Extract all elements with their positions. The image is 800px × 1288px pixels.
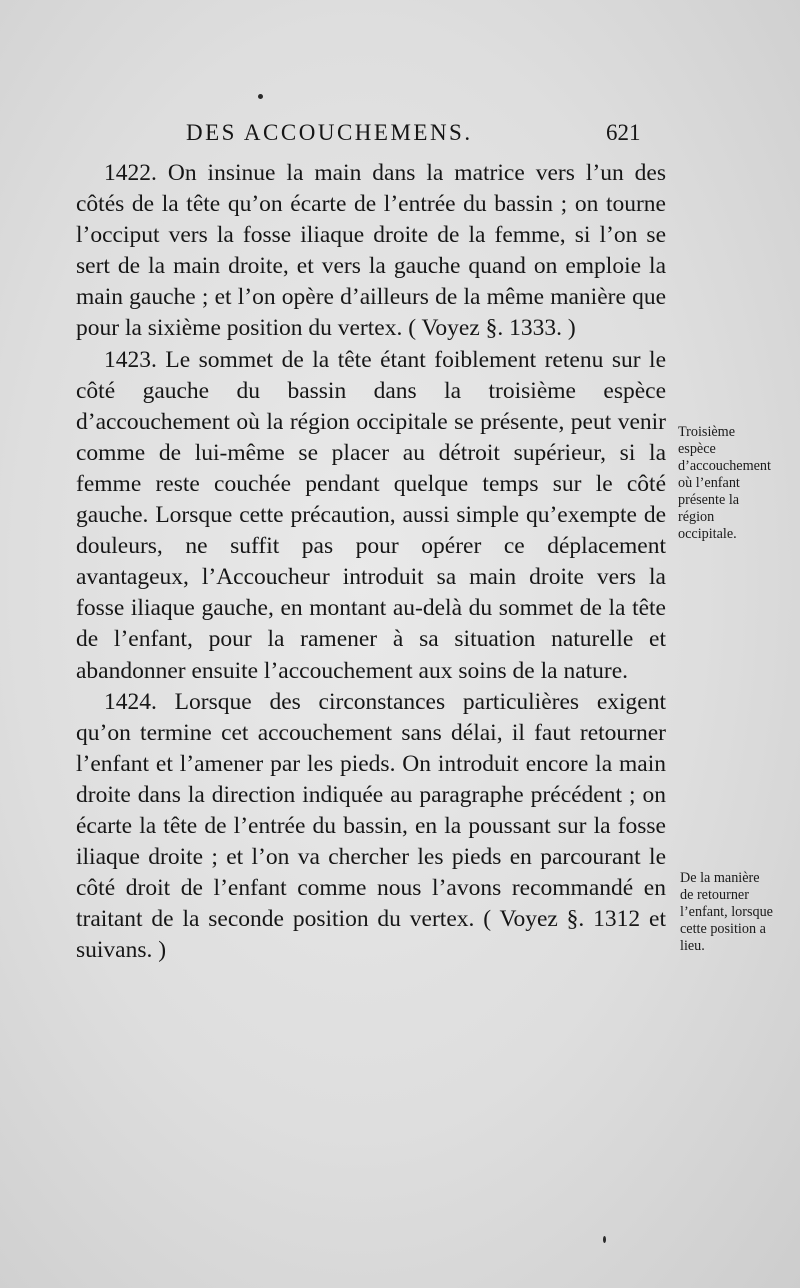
paragraph-number: 1423. [104,346,157,373]
paragraph-text: Le sommet de la tête étant foiblement retenu sur le côté gauche du bassin dans la troisième espèce d’accouchement où la région occipitale se présente, peut venir comme de lui-même se placer au détroit supérieur, si la femme reste couchée pendant quelque temps sur le côté gauche. Lorsque cette précaution, aussi simple qu’exempte de douleurs, ne suffit pas pour opérer ce déplacement avantageux, l’Accoucheur introduit sa main droite vers la fosse iliaque gauche, en montant au-delà du sommet de la tête de l’enfant, pour la ramener à sa situation naturelle et abandonner ensuite l’accouchement aux soins de la nature. [76,346,666,684]
ink-speck [603,1236,606,1243]
paragraph-1424 [76,687,666,967]
margin-note-troisieme-espece: Troisième espèce d’accouchement où l’enfant présente la région occipitale. [678,424,771,542]
running-title: DES ACCOUCHEMENS. [186,120,473,145]
paragraph-text: Lorsque des circonstances particulières exigent qu’on termine cet accouchement sans délai, il faut retourner l’enfant et l’amener par les pieds. On introduit encore la main droite dans la direction indiquée au paragraphe précédent ; on écarte la tête de l’entrée du bassin, en la poussant sur la fosse iliaque droite ; et l’on va chercher les pieds en parcourant le côté droit de l’enfant comme nous l’avons recommandé en traitant de la seconde position du vertex. ( Voyez §. 1312 et suivans. ) [76,688,666,964]
margin-note-retourner-enfant: De la manière de retourner l’enfant, lorsque cette position a lieu. [680,870,773,954]
page-number: 621 [606,120,641,145]
paragraph-1423 [76,345,666,687]
paragraph-number: 1422. [104,160,157,186]
paragraph-1422 [76,158,666,345]
paragraph-text: On insinue la main dans la matrice vers l’un des côtés de la tête qu’on écarte de l’entrée du bassin ; on tourne l’occiput vers la fosse iliaque droite de la femme, si l’on se sert de la main droite, et vers la gauche quand on emploie la main gauche ; et l’on opère d’ailleurs de la même manière que pour la sixième position du vertex. ( Voyez §. 1333. ) [76,160,667,342]
paragraph-number: 1424. [104,688,157,715]
body-text [76,158,666,966]
ink-speck [258,94,263,99]
page-header [0,118,800,154]
